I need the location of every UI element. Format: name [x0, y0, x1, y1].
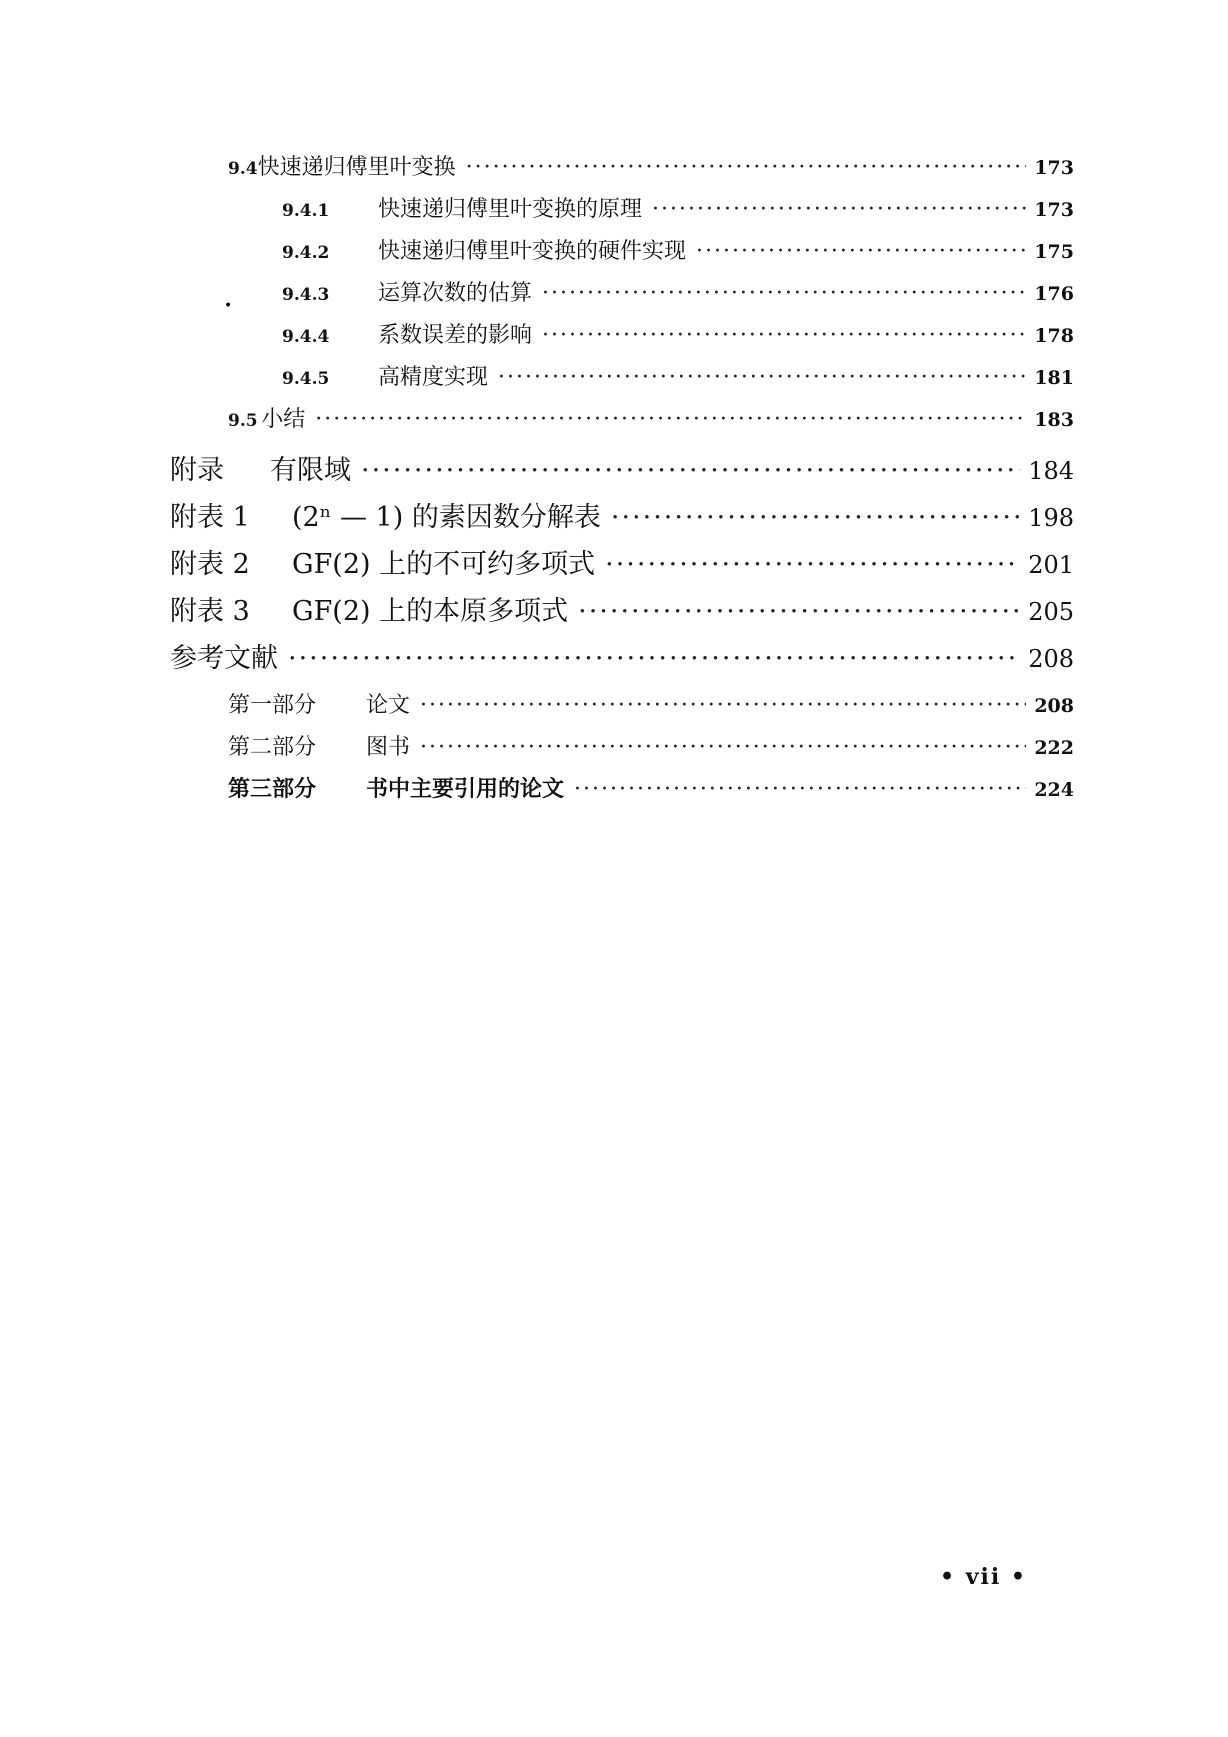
toc-entry: [170, 589, 1074, 628]
dot-leader: [498, 365, 1026, 390]
toc-entry-title: GF(2) 上的不可约多项式: [292, 549, 596, 580]
toc-entry-title: 快速递归傅里叶变换的硬件实现: [378, 239, 687, 264]
stray-mark: •: [224, 298, 233, 314]
toc-entry-page: 176: [1034, 283, 1074, 305]
toc-entry-title: 有限域: [270, 455, 351, 486]
toc-entry-page: 198: [1028, 504, 1074, 532]
dot-leader: [542, 281, 1026, 306]
toc-entry-title: 快速递归傅里叶变换: [257, 155, 456, 180]
toc-entry-title: 书中主要引用的论文: [366, 776, 565, 802]
toc-entry: [228, 150, 1074, 181]
dot-leader: [574, 777, 1026, 802]
toc-entry-page: 224: [1034, 779, 1074, 801]
dot-leader: [361, 455, 1020, 486]
toc-entry: [170, 448, 1074, 487]
toc-entry-title: 系数误差的影响: [378, 323, 533, 348]
toc-entry-page: 173: [1034, 157, 1074, 179]
dot-leader: [288, 643, 1020, 674]
toc-entry-number: 附表 3: [170, 596, 250, 627]
toc-entry: [282, 318, 1074, 349]
toc-entry-number: 9.4.2: [282, 243, 330, 263]
toc-entry-page: 208: [1034, 695, 1074, 717]
toc-entry: [228, 402, 1074, 433]
dot-leader: [542, 323, 1026, 348]
toc-entry: [228, 688, 1074, 719]
toc-entry-page: 181: [1034, 367, 1074, 389]
toc-entry-number: 9.4.3: [282, 285, 330, 305]
dot-leader: [652, 197, 1026, 222]
toc-entry-title: 运算次数的估算: [378, 281, 533, 306]
dot-leader: [696, 239, 1026, 264]
dot-leader: [611, 502, 1020, 533]
toc-entry-title: 小结: [261, 407, 306, 432]
toc-entry: [282, 276, 1074, 307]
dot-leader: [578, 596, 1020, 627]
toc-entry: [282, 192, 1074, 223]
page-folio: • vii •: [940, 1564, 1027, 1590]
toc-entry-page: 222: [1034, 737, 1074, 759]
toc-entry-number: 第一部分: [228, 693, 317, 718]
toc-entry: [228, 730, 1074, 761]
dot-leader: [420, 735, 1026, 760]
toc-entry-title: GF(2) 上的本原多项式: [292, 596, 569, 627]
toc-entry-number: 第二部分: [228, 735, 317, 760]
toc-entry-number: 附表 2: [170, 549, 250, 580]
dot-leader: [466, 155, 1027, 180]
toc-entry-title: 论文: [366, 693, 411, 718]
toc-entry-title: 高精度实现: [378, 365, 489, 390]
toc-entry: [170, 636, 1074, 675]
toc-entry: [282, 234, 1074, 265]
toc-entry-title: 快速递归傅里叶变换的原理: [378, 197, 643, 222]
toc-entry-page: 208: [1028, 645, 1074, 673]
toc-entry-number: 9.4: [228, 159, 258, 179]
toc-entry: [228, 772, 1074, 803]
toc-entry: [170, 542, 1074, 581]
toc-entry-number: 9.4.1: [282, 201, 330, 221]
toc-entry-page: 178: [1034, 325, 1074, 347]
dot-leader: [315, 407, 1026, 432]
toc-entry-number: 9.4.4: [282, 327, 330, 347]
toc-entry-page: 184: [1028, 457, 1074, 485]
toc-entry-number: 9.4.5: [282, 369, 330, 389]
toc-entry-page: 173: [1034, 199, 1074, 221]
toc-entry: [170, 495, 1074, 534]
dot-leader: [420, 693, 1026, 718]
toc-entry-number: 9.5: [228, 411, 258, 431]
toc-entry-page: 201: [1028, 551, 1074, 579]
dot-leader: [605, 549, 1020, 580]
toc-entry-page: 183: [1034, 409, 1074, 431]
toc-entry-number: 附表 1: [170, 502, 250, 533]
toc-entry: [282, 360, 1074, 391]
toc-entry-number: 第三部分: [228, 776, 317, 802]
toc-entry-number: 附录: [170, 455, 224, 486]
toc-entry-page: 175: [1034, 241, 1074, 263]
toc-entry-title: 图书: [366, 735, 411, 760]
toc-entry-title: (2ⁿ — 1) 的素因数分解表: [292, 502, 601, 533]
toc-entry-title: 参考文献: [170, 643, 278, 674]
toc-entry-page: 205: [1028, 598, 1074, 626]
